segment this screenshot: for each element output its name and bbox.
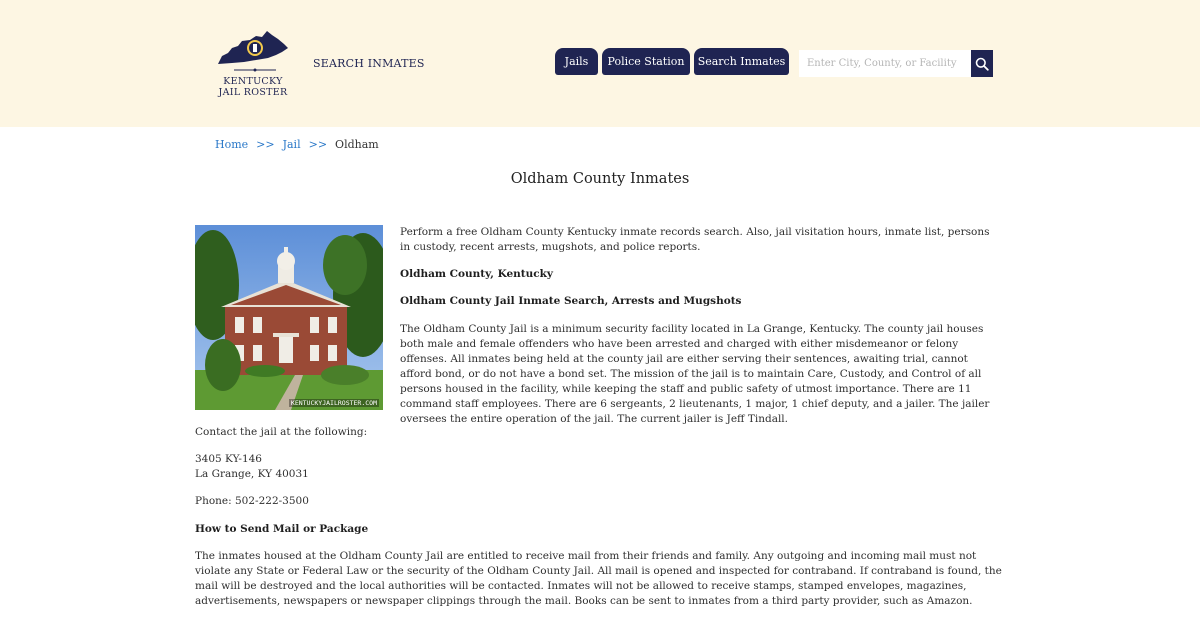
- search-bar: [799, 50, 993, 77]
- search-inmates-link[interactable]: SEARCH INMATES: [313, 57, 425, 70]
- search-icon: [975, 57, 989, 71]
- site-header: [0, 0, 1200, 127]
- search-heading: Oldham County Jail Inmate Search, Arrests and Mugshots: [400, 295, 742, 307]
- logo-line-1: KENTUCKY: [223, 76, 283, 87]
- intro-paragraph: Perform a free Oldham County Kentucky inmate records search. Also, jail visitation hours, inmate list, persons in custody, recent arrests, mugshots, and police reports.: [400, 226, 990, 253]
- site-logo[interactable]: [212, 26, 294, 102]
- nav-search-inmates-button[interactable]: Search Inmates: [694, 48, 789, 75]
- address-line-1: 3405 KY-146: [195, 453, 262, 465]
- logo-text: [212, 76, 294, 98]
- search-button[interactable]: [971, 50, 993, 77]
- location-heading: Oldham County, Kentucky: [400, 268, 554, 280]
- nav-jails-button[interactable]: Jails: [555, 48, 598, 75]
- mail-paragraph: The inmates housed at the Oldham County Jail are entitled to receive mail from their friends and family. Any outgoing and incoming mail must not violate any State or Federal Law or the security of the Oldham County Jail. All mail is opened and inspected for contraband. If contraband is found, the mail will be destroyed and the local authorities will be contacted. Inmates will not be allowed to receive stamps, stamped envelopes, magazines, advertisements, newspapers or newspaper clippings through the mail. Books can be sent to inmates from a third party provider, such as Amazon.: [195, 550, 1002, 607]
- address-line-2: La Grange, KY 40031: [195, 468, 309, 480]
- nav-police-station-button[interactable]: Police Station: [602, 48, 690, 75]
- logo-line-2: JAIL ROSTER: [218, 87, 288, 98]
- courthouse-image: [195, 225, 383, 410]
- mail-heading: How to Send Mail or Package: [195, 523, 369, 535]
- search-input[interactable]: [799, 50, 971, 77]
- courthouse-photo: [195, 225, 383, 410]
- breadcrumb-current: Oldham: [335, 138, 379, 151]
- breadcrumb-separator: >>: [308, 138, 328, 151]
- phone-number: Phone: 502-222-3500: [195, 495, 309, 507]
- kentucky-map-icon: [212, 26, 294, 76]
- page-title: Oldham County Inmates: [510, 171, 690, 187]
- photo-watermark: KENTUCKYJAILROSTER.COM: [290, 399, 377, 407]
- breadcrumb-separator: >>: [256, 138, 275, 151]
- breadcrumb-jail[interactable]: Jail: [282, 138, 301, 151]
- description-paragraph: The Oldham County Jail is a minimum security facility located in La Grange, Kentucky. The county jail houses both male and female offenders who have been arrested and charged with either misdemeanor or felony offenses. All inmates being held at the county jail are either serving their sentences, awaiting trial, cannot afford bond, or do not have a bond set. The mission of the jail is to maintain Care, Custody, and Control of all persons housed in the facility, while keeping the staff and public safety of utmost importance. There are 11 command staff employees. There are 6 sergeants, 2 lieutenants, 1 major, 1 chief deputy, and a jailer. The jailer oversees the entire operation of the jail. The current jailer is Jeff Tindall.: [400, 323, 990, 425]
- breadcrumb: [215, 138, 379, 151]
- contact-intro: Contact the jail at the following:: [195, 426, 368, 438]
- breadcrumb-home[interactable]: Home: [215, 138, 249, 151]
